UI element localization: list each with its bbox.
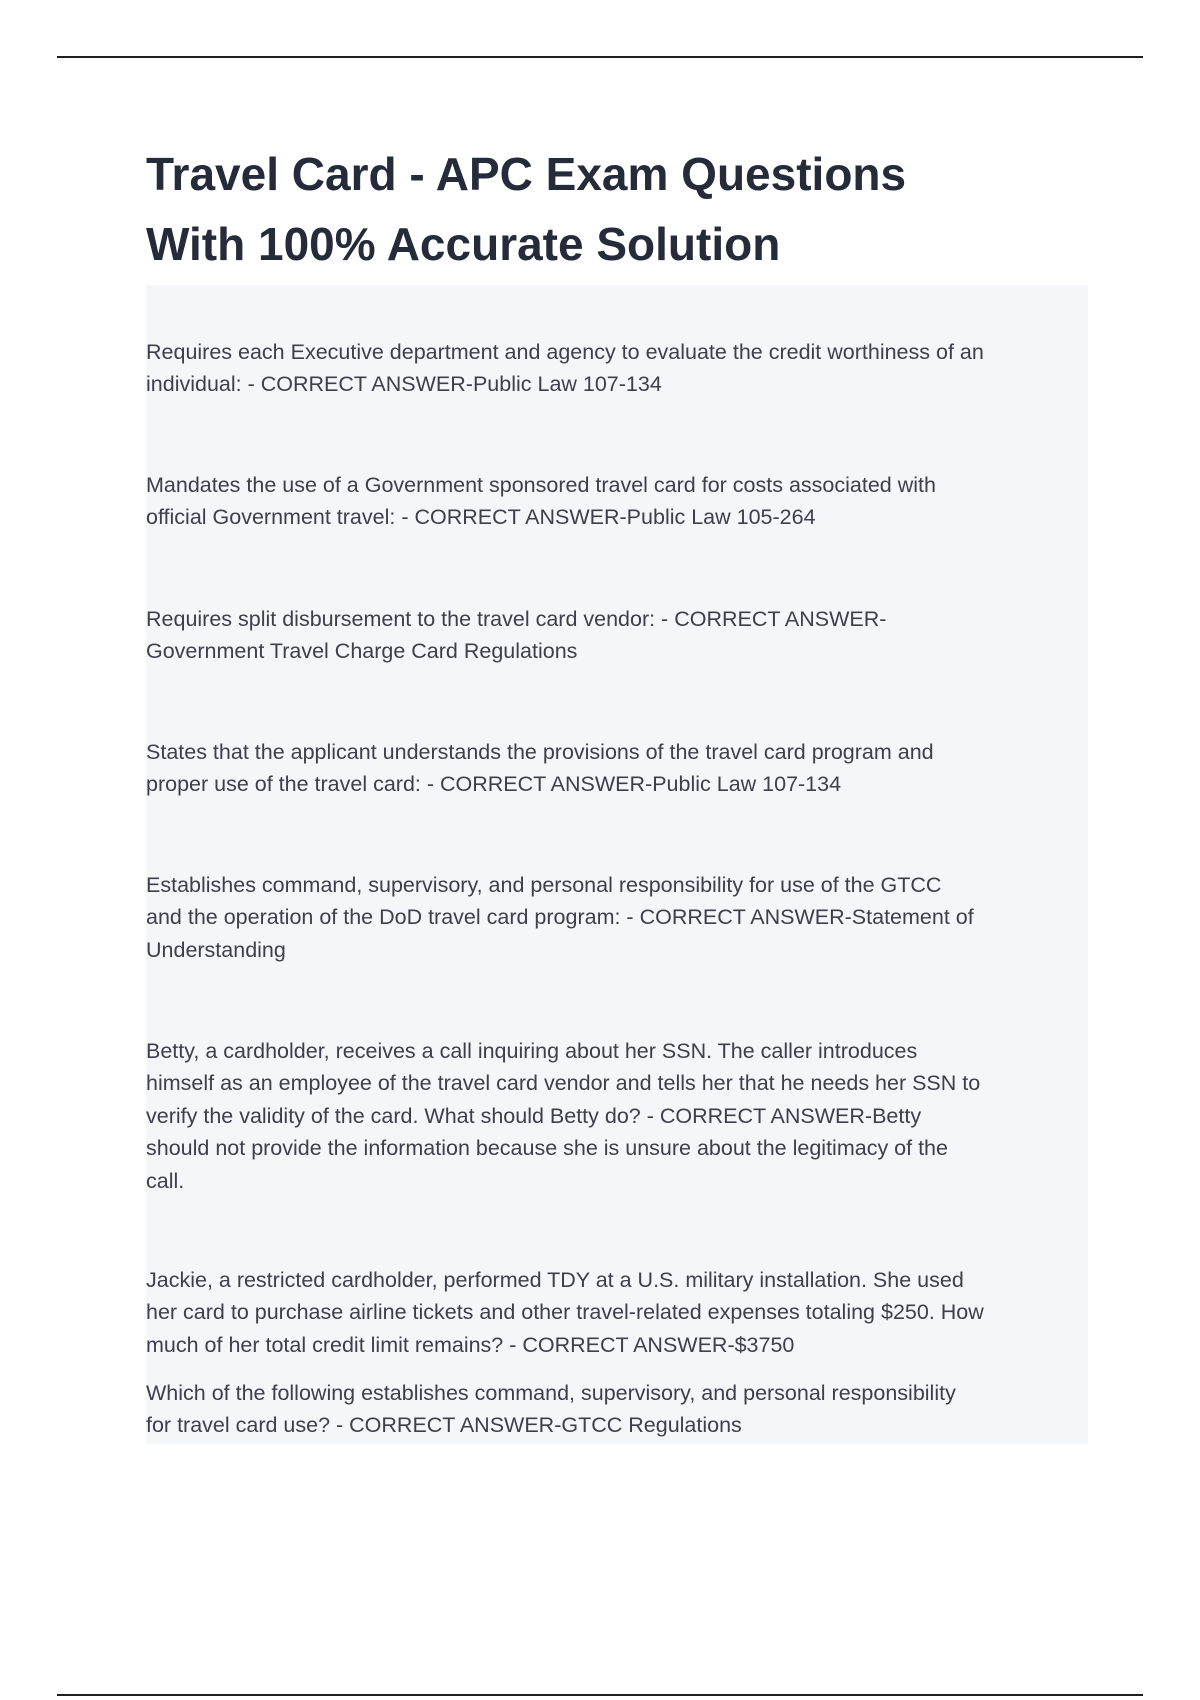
footer-rule [57, 1694, 1143, 1696]
qa-line: Establishes command, supervisory, and personal responsibility for use of the GTCC [146, 873, 942, 897]
qa-item [146, 1035, 1088, 1197]
qa-item [146, 1264, 1088, 1361]
qa-line: should not provide the information because she is unsure about the legitimacy of the [146, 1136, 948, 1161]
qa-line: States that the applicant understands the provisions of the travel card program and [146, 740, 934, 764]
qa-line: much of her total credit limit remains? - CORRECT ANSWER-$3750 [146, 1332, 795, 1357]
qa-line: Requires each Executive department and agency to evaluate the credit worthiness of an [146, 340, 984, 364]
qa-line: proper use of the travel card: - CORRECT ANSWER-Public Law 107-134 [146, 772, 842, 797]
title-line: Travel Card - APC Exam Questions [146, 148, 907, 200]
qa-line: individual: - CORRECT ANSWER-Public Law 107-134 [146, 372, 662, 397]
qa-line: Requires split disbursement to the travel card vendor: - CORRECT ANSWER- [146, 607, 887, 631]
qa-panel [146, 285, 1088, 1444]
qa-line: Understanding [146, 937, 286, 962]
header-rule [57, 56, 1143, 58]
qa-line: and the operation of the DoD travel card program: - CORRECT ANSWER-Statement of [146, 905, 974, 930]
qa-line: for travel card use? - CORRECT ANSWER-GTCC Regulations [146, 1413, 742, 1438]
qa-item [146, 469, 1088, 534]
qa-line: Betty, a cardholder, receives a call inquiring about her SSN. The caller introduces [146, 1039, 918, 1063]
title-line: With 100% Accurate Solution [146, 218, 781, 270]
qa-line: Mandates the use of a Government sponsored travel card for costs associated with [146, 473, 936, 497]
qa-line: himself as an employee of the travel card vendor and tells her that he needs her SSN to [146, 1071, 981, 1096]
qa-line: call. [146, 1168, 185, 1193]
qa-line: Which of the following establishes command, supervisory, and personal responsibility [146, 1381, 956, 1405]
qa-line: her card to purchase airline tickets and other travel-related expenses totaling $250. How [146, 1300, 984, 1325]
qa-item [146, 869, 1088, 966]
qa-line: Jackie, a restricted cardholder, performed TDY at a U.S. military installation. She used [146, 1268, 964, 1292]
qa-line: verify the validity of the card. What should Betty do? - CORRECT ANSWER-Betty [146, 1103, 922, 1128]
qa-item [146, 603, 1088, 668]
qa-line: Government Travel Charge Card Regulations [146, 639, 578, 664]
qa-item [146, 336, 1088, 401]
qa-line: official Government travel: - CORRECT ANSWER-Public Law 105-264 [146, 505, 816, 530]
document-title [146, 139, 1086, 279]
qa-item [146, 1377, 1088, 1442]
qa-item [146, 736, 1088, 801]
